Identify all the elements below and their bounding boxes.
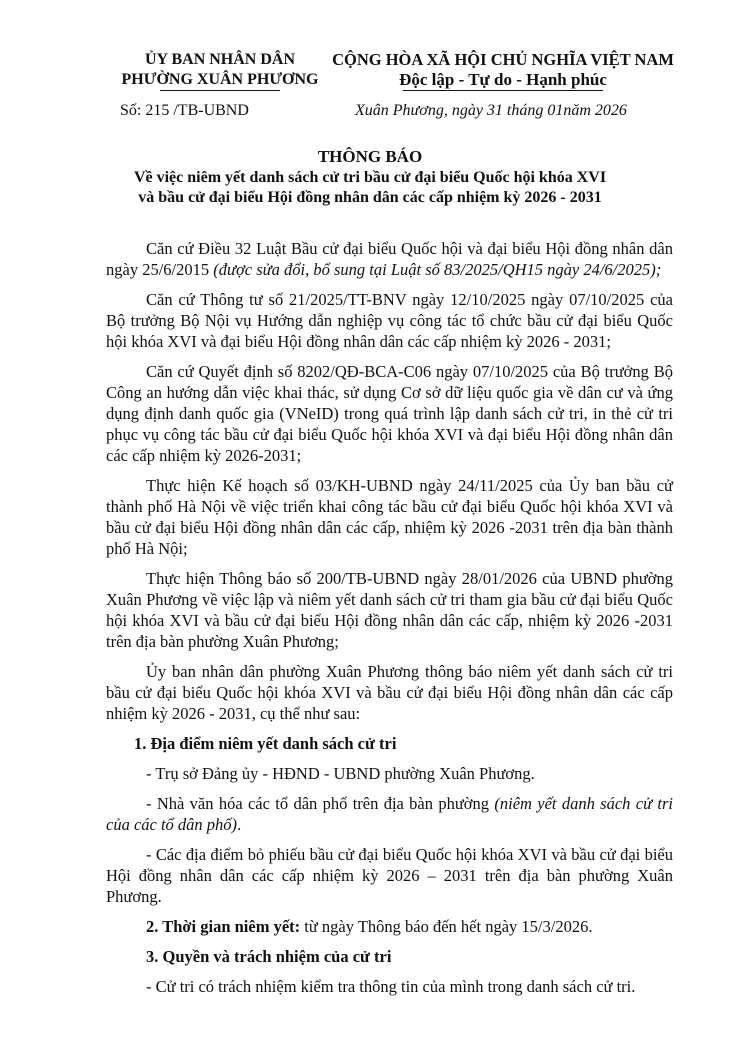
document-date: Xuân Phương, ngày 31 tháng 01năm 2026 <box>355 102 627 119</box>
item-end: . <box>237 815 242 834</box>
national-motto <box>318 50 688 91</box>
section-2-text: từ ngày Thông báo đến hết ngày 15/3/2026. <box>300 917 593 936</box>
document-body <box>106 238 673 1006</box>
section-2 <box>106 916 673 937</box>
document-number: Số: 215 /TB-UBND <box>120 102 249 119</box>
document-title: THÔNG BÁO <box>317 147 423 166</box>
paragraph-legal-basis-1 <box>106 238 673 280</box>
section-2-label: 2. Thời gian niêm yết: <box>146 917 301 936</box>
document-title-block <box>0 146 740 208</box>
section-3-item-1: - Cử tri có trách nhiệm kiểm tra thông tin của mình trong danh sách cử tri. <box>146 977 636 996</box>
section-1-item-1: - Trụ sở Đảng ủy - HĐND - UBND phường Xuân Phương. <box>146 764 535 783</box>
paragraph-implementation-1: Thực hiện Kế hoạch số 03/KH-UBND ngày 24/11/2025 của Ủy ban bầu cử thành phố Hà Nội về việc triển khai công tác bầu cử đại biểu Quốc hội khóa XVI và bầu cử đại biểu Hội đồng nhân dân các cấp, nhiệm kỳ 2026 -2031 trên địa bàn thành phố Hà Nội; <box>106 476 673 558</box>
title-subject-line-1: Về việc niêm yết danh sách cử tri bầu cử đại biểu Quốc hội khóa XVI <box>133 169 607 186</box>
authority-line-2: PHƯỜNG XUÂN PHƯƠNG <box>121 71 319 88</box>
section-1-item-2 <box>106 793 673 835</box>
issuing-authority <box>100 50 340 91</box>
item-italic-note: (niêm yết danh sách cử tri của các tổ dân phố) <box>106 794 673 834</box>
section-1-heading: 1. Địa điểm niêm yết danh sách cử tri <box>134 734 397 753</box>
section-1-item-3: - Các địa điểm bỏ phiếu bầu cử đại biểu Quốc hội khóa XVI và bầu cử đại biểu Hội đồng nhân dân các cấp nhiệm kỳ 2026 – 2031 trên địa bàn phường Xuân Phương. <box>106 845 673 906</box>
title-subject-line-2: và bầu cử đại biểu Hội đồng nhân dân các cấp nhiệm kỳ 2026 - 2031 <box>138 189 602 206</box>
document-header <box>0 50 740 130</box>
country-name: CỘNG HÒA XÃ HỘI CHỦ NGHĨA VIỆT NAM <box>332 50 674 69</box>
paragraph-announcement: Ủy ban nhân dân phường Xuân Phương thông báo niêm yết danh sách cử tri bầu cử đại biểu Quốc hội khóa XVI và bầu cử đại biểu Hội đồng nhân dân các cấp nhiệm kỳ 2026 - 2031, cụ thể như sau: <box>106 662 673 723</box>
motto: Độc lập - Tự do - Hạnh phúc <box>399 70 607 89</box>
paragraph-legal-basis-3: Căn cứ Quyết định số 8202/QĐ-BCA-C06 ngày 07/10/2025 của Bộ trưởng Bộ Công an hướng dẫn việc khai thác, sử dụng Cơ sở dữ liệu quốc gia về dân cư và ứng dụng định danh quốc gia (VNeID) trong quá trình lập danh sách cử tri, in thẻ cử tri phục vụ công tác bầu cử đại biểu Quốc hội khóa XVI và đại biểu Hội đồng nhân dân các cấp nhiệm kỳ 2026-2031; <box>106 362 673 465</box>
item-text: - Nhà văn hóa các tổ dân phố trên địa bàn phường <box>146 794 495 813</box>
section-3-heading: 3. Quyền và trách nhiệm của cử tri <box>146 947 392 966</box>
paragraph-text: Căn cứ Điều 32 Luật Bầu cử đại biểu Quốc hội và đại biểu Hội đồng nhân dân ngày 25/6/2015 <box>106 239 673 279</box>
authority-line-1: ỦY BAN NHÂN DÂN <box>144 51 296 68</box>
paragraph-implementation-2: Thực hiện Thông báo số 200/TB-UBND ngày 28/01/2026 của UBND phường Xuân Phương về việc lập và niêm yết danh sách cử tri tham gia bầu cử đại biểu Quốc hội khóa XVI và bầu cử đại biểu Hội đồng nhân dân các cấp, nhiệm kỳ 2026 -2031 trên địa bàn phường Xuân Phương; <box>106 569 673 651</box>
paragraph-italic-note: (được sửa đổi, bổ sung tại Luật số 83/2025/QH15 ngày 24/6/2025); <box>213 260 662 279</box>
paragraph-legal-basis-2: Căn cứ Thông tư số 21/2025/TT-BNV ngày 12/10/2025 ngày 07/10/2025 của Bộ trưởng Bộ Nội vụ Hướng dẫn nghiệp vụ công tác tổ chức bầu cử đại biểu Quốc hội khóa XVI và đại biểu Hội đồng nhân dân các cấp nhiệm kỳ 2026 - 2031; <box>106 290 673 351</box>
authority-underline <box>160 90 280 91</box>
motto-underline <box>403 90 603 91</box>
